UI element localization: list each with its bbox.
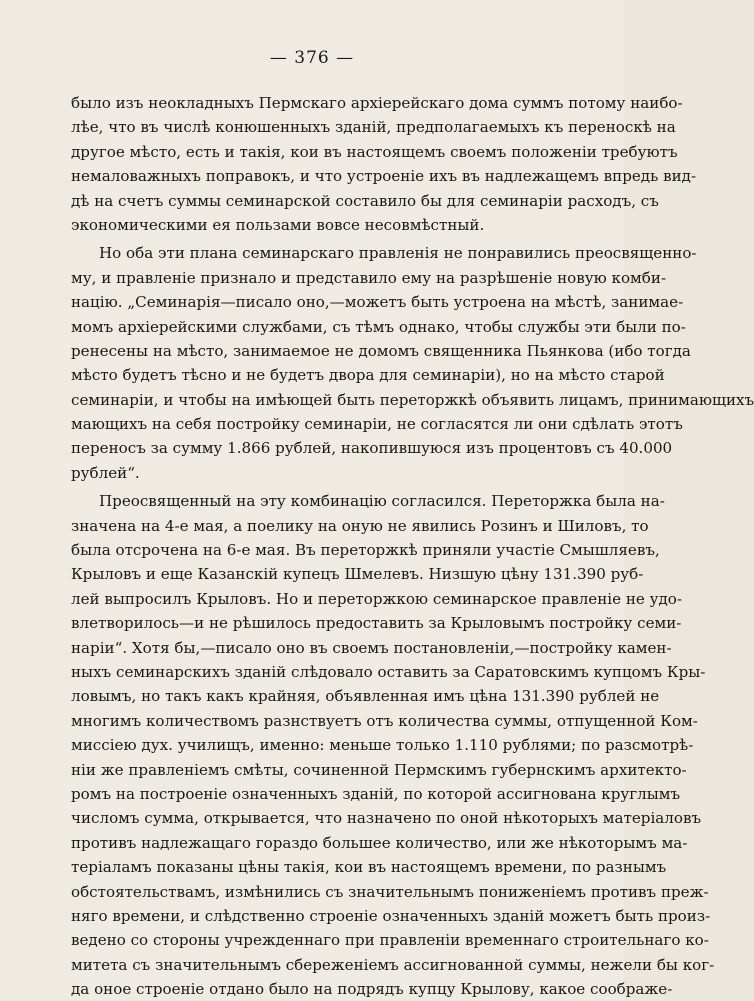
text-line: наріи“. Хотя бы,—писало оно въ своемъ постановленіи,—постройку камен- <box>71 638 672 657</box>
text-line: экономическими ея пользами вовсе несовмѣстный. <box>71 215 485 234</box>
text-line: митета съ значительнымъ сбереженіемъ ассигнованной суммы, нежели бы ког- <box>71 955 715 974</box>
text-line: семинаріи, и чтобы на имѣющей быть переторжкѣ объявить лицамъ, принимающихъ <box>71 390 754 409</box>
text-line: Крыловъ и еще Казанскій купецъ Шмелевъ. Низшую цѣну 131.390 руб- <box>71 565 644 584</box>
text-line: противъ надлежащаго гораздо большее количество, или же нѣкоторымъ ма- <box>71 833 688 852</box>
text-line: Преосвященный на эту комбинацію согласился. Переторжка была на- <box>99 492 665 511</box>
text-line: немаловажныхъ поправокъ, и что устроеніе ихъ въ надлежащемъ впредь вид- <box>71 167 697 186</box>
text-line: да оное строеніе отдано было на подрядъ купцу Крылову, какое соображе- <box>71 980 673 999</box>
paragraph <box>71 489 715 1001</box>
text-line: обстоятельствамъ, измѣнились съ значительнымъ пониженіемъ противъ преж- <box>71 882 709 901</box>
text-line: мающихъ на себя постройку семинаріи, не согласятся ли они сдѣлать этотъ <box>71 415 683 434</box>
text-line: ренесены на мѣсто, занимаемое не домомъ священника Пьянкова (ибо тогда <box>71 341 691 360</box>
text-line: многимъ количествомъ разнствуетъ отъ количества суммы, отпущенной Ком- <box>71 711 698 730</box>
text-line: націю. „Семинарія—писало оно,—можетъ быть устроена на мѣстѣ, занимае- <box>71 293 684 312</box>
paragraph <box>71 241 754 485</box>
text-line: влетворилось—и не рѣшилось предоставить за Крыловымъ постройку семи- <box>71 614 682 633</box>
text-line: ромъ на построеніе означенныхъ зданій, по которой ассигнована круглымъ <box>71 784 681 803</box>
text-line: няго времени, и слѣдственно строеніе означенныхъ зданій можетъ быть произ- <box>71 906 711 925</box>
text-line: му, и правленіе признало и представило ему на разрѣшеніе новую комби- <box>71 268 667 287</box>
text-line: ведено со стороны учрежденнаго при правленіи временнаго строительнаго ко- <box>71 931 709 950</box>
text-line: момъ архіерейскими службами, съ тѣмъ однако, чтобы службы эти были по- <box>71 317 686 336</box>
text-line: дѣ на счетъ суммы семинарской составило бы для семинаріи расходъ, съ <box>71 191 659 210</box>
text-line: другое мѣсто, есть и такія, кои въ настоящемъ своемъ положеніи требуютъ <box>71 142 678 161</box>
text-line: миссіею дух. училищъ, именно: меньше только 1.110 рублями; по разсмотрѣ- <box>71 736 694 755</box>
page-number: — 376 — <box>269 48 355 68</box>
text-line: переносъ за сумму 1.866 рублей, накопившуюся изъ процентовъ съ 40.000 <box>71 439 673 458</box>
text-line: была отсрочена на 6-е мая. Въ переторжкѣ приняли участіе Смышляевъ, <box>71 541 660 560</box>
text-line: лей выпросилъ Крыловъ. Но и переторжкою семинарское правленіе не удо- <box>71 589 682 608</box>
text-line: было изъ неокладныхъ Пермскаго архіерейскаго дома суммъ потому наибо- <box>71 94 683 112</box>
text-line: рублей“. <box>71 463 140 482</box>
text-line: мѣсто будетъ тѣсно и не будетъ двора для семинаріи), но на мѣсто старой <box>71 366 665 385</box>
paragraph <box>71 91 697 237</box>
text-line: ныхъ семинарскихъ зданій слѣдовало оставить за Саратовскимъ купцомъ Кры- <box>71 662 706 681</box>
text-line: лѣе, что въ числѣ конюшенныхъ зданій, предполагаемыхъ къ переноскѣ на <box>71 118 676 137</box>
text-line: значена на 4-е мая, а поелику на оную не явились Розинъ и Шиловъ, то <box>71 516 649 535</box>
text-line: ніи же правленіемъ смѣты, сочиненной Пермскимъ губернскимъ архитекто- <box>71 760 687 779</box>
text-line: числомъ сумма, открывается, что назначено по оной нѣкоторыхъ матеріаловъ <box>71 809 702 828</box>
text-line: теріаламъ показаны цѣны такія, кои въ настоящемъ времени, по разнымъ <box>71 858 667 877</box>
text-line: ловымъ, но такъ какъ крайняя, объявленная имъ цѣна 131.390 рублей не <box>71 687 660 706</box>
text-line: Но оба эти плана семинарскаго правленія не понравились преосвященно- <box>99 244 697 263</box>
body-text <box>71 91 754 1001</box>
